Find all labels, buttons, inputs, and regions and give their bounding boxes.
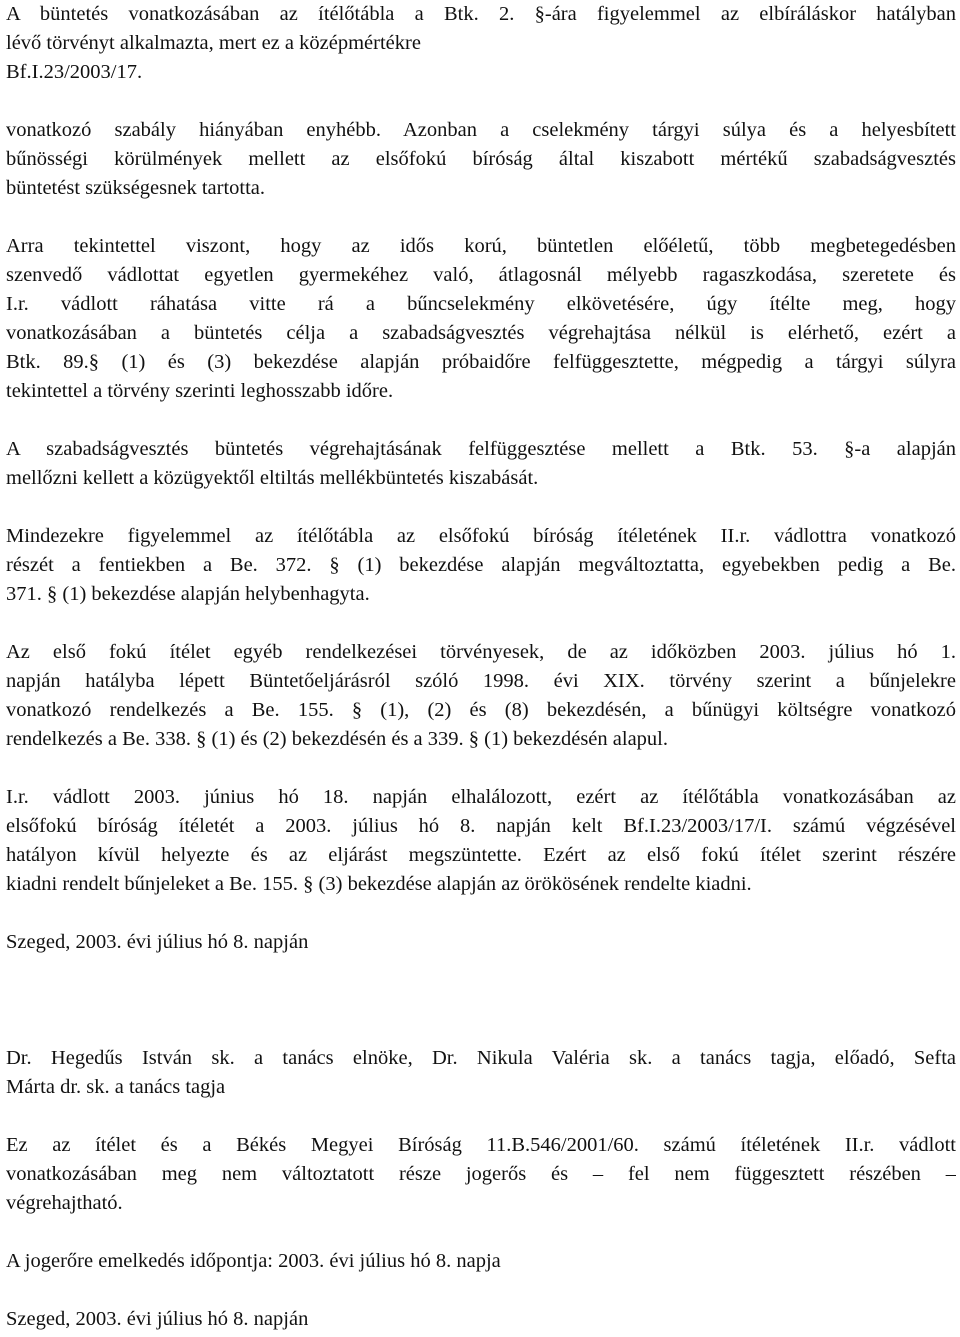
paragraph-line: Mindezekre figyelemmel az ítélőtábla az elsőfokú bíróság ítéletének II.r. vádlottra vonatkozó: [6, 525, 956, 547]
header-line: lévő törvényt alkalmazta, mert ez a középmértékre: [6, 32, 421, 54]
signature-line: Dr. Hegedűs István sk. a tanács elnöke, Dr. Nikula Valéria sk. a tanács tagja, előadó, Sefta: [6, 1047, 956, 1069]
paragraph-line: Az első fokú ítélet egyéb rendelkezései törvényesek, de az időközben 2003. július hó 1.: [6, 641, 956, 663]
paragraph-line: hatályon kívül helyezte és az eljárást megszüntette. Ezért az első fokú ítélet szerint részére: [6, 844, 956, 866]
finality-date-block: [6, 1247, 956, 1276]
paragraph-line: vonatkozó rendelkezés a Be. 155. § (1), (2) és (8) bekezdésén, a bűnügyi költségre vonatkozó: [6, 699, 956, 721]
paragraph-line: 371. § (1) bekezdése alapján helybenhagyta.: [6, 583, 370, 605]
paragraph-reasoning-5: [6, 638, 956, 754]
spacer: [6, 957, 956, 1044]
case-number: Bf.I.23/2003/17.: [6, 61, 143, 83]
paragraph-line: bűnösségi körülmények mellett az elsőfokú bíróság által kiszabott mértékű szabadságvesztés: [6, 148, 956, 170]
paragraph-line: tekintettel a törvény szerinti leghosszabb időre.: [6, 380, 394, 402]
header-line: A büntetés vonatkozásában az ítélőtábla a Btk. 2. §-ára figyelemmel az elbíráláskor hatályban: [6, 3, 956, 25]
header-block: [6, 0, 956, 87]
paragraph-reasoning-1: [6, 116, 956, 203]
finality-date: A jogerőre emelkedés időpontja: 2003. évi július hó 8. napja: [6, 1250, 501, 1272]
finality-line: végrehajtható.: [6, 1192, 123, 1214]
paragraph-line: I.r. vádlott 2003. június hó 18. napján elhalálozott, ezért az ítélőtábla vonatkozásában az: [6, 786, 956, 808]
paragraph-line: Btk. 89.§ (1) és (3) bekezdése alapján próbaidőre felfüggesztette, mégpedig a tárgyi súlyra: [6, 351, 956, 373]
paragraph-reasoning-3: [6, 435, 956, 493]
paragraph-line: rendelkezés a Be. 338. § (1) és (2) bekezdésén és a 339. § (1) bekezdésén alapul.: [6, 728, 668, 750]
paragraph-line: napján hatályba lépett Büntetőeljárásról szóló 1998. évi XIX. törvény szerint a bűnjelekre: [6, 670, 956, 692]
paragraph-line: Arra tekintettel viszont, hogy az idős korú, büntetlen előéletű, több megbetegedésben: [6, 235, 956, 257]
paragraph-line: mellőzni kellett a közügyektől eltiltás mellékbüntetés kiszabását.: [6, 467, 539, 489]
paragraph-line: I.r. vádlott ráhatása vitte rá a bűncselekmény elkövetésére, úgy ítélte meg, hogy: [6, 293, 956, 315]
paragraph-line: részét a fentiekben a Be. 372. § (1) bekezdése alapján megváltoztatta, egyebekben pedig a Be.: [6, 554, 956, 576]
paragraph-line: szenvedő vádlottat egyetlen gyermekéhez való, átlagosnál mélyebb ragaszkodása, szeretete és: [6, 264, 956, 286]
paragraph-line: A szabadságvesztés büntetés végrehajtásának felfüggesztése mellett a Btk. 53. §-a alapján: [6, 438, 956, 460]
paragraph-line: vonatkozó szabály hiányában enyhébb. Azonban a cselekmény tárgyi súlya és a helyesbített: [6, 119, 956, 141]
finality-clause: [6, 1131, 956, 1218]
paragraph-line: büntetést szükségesnek tartotta.: [6, 177, 266, 199]
paragraph-line: vonatkozásában a büntetés célja a szabadságvesztés végrehajtása nélkül is elérhető, ezért a: [6, 322, 956, 344]
signature-line: Márta dr. sk. a tanács tagja: [6, 1076, 226, 1098]
paragraph-reasoning-4: [6, 522, 956, 609]
paragraph-line: kiadni rendelt bűnjeleket a Be. 155. § (3) bekezdése alapján az örökösének rendelte kiadni.: [6, 873, 752, 895]
paragraph-reasoning-6: [6, 783, 956, 899]
paragraph-reasoning-2: [6, 232, 956, 406]
finality-line: vonatkozásában meg nem változtatott része jogerős és – fel nem függesztett részében –: [6, 1163, 956, 1185]
dateline: Szeged, 2003. évi július hó 8. napján: [6, 1308, 309, 1330]
dateline: Szeged, 2003. évi július hó 8. napján: [6, 931, 309, 953]
signatures-block: [6, 1044, 956, 1102]
paragraph-line: elsőfokú bíróság ítéletét a 2003. július hó 8. napján kelt Bf.I.23/2003/17/I. számú végzésével: [6, 815, 956, 837]
finality-line: Ez az ítélet és a Békés Megyei Bíróság 11.B.546/2001/60. számú ítéletének II.r. vádlott: [6, 1134, 956, 1156]
